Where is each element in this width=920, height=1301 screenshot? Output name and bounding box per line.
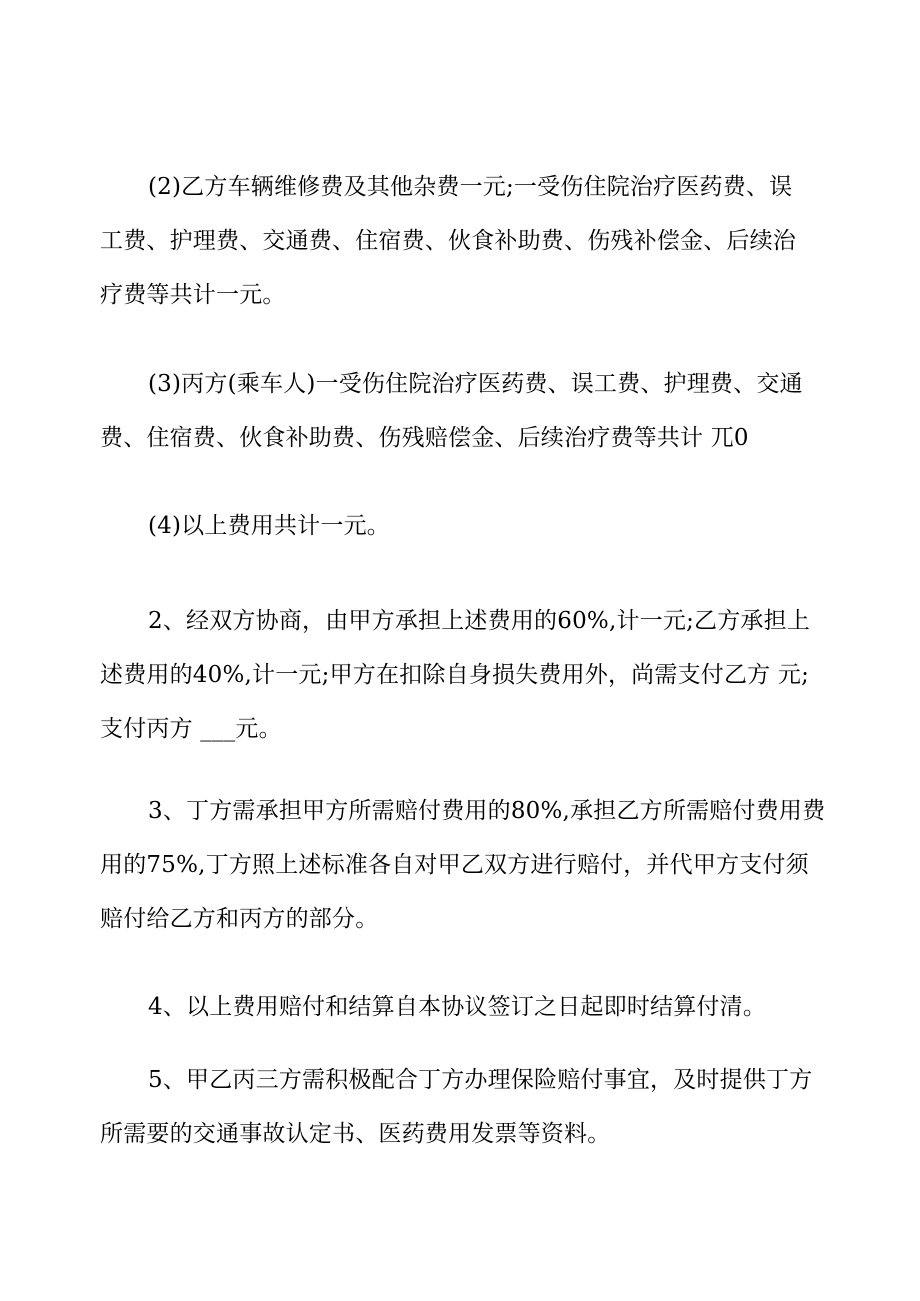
text-line: 4、以上费用赔付和结算自本协议签订之日起即时结算付清。 (148, 994, 767, 1020)
text-line: 3、丁方需承担甲方所需赔付费用的80%,承担乙方所需赔付费用费 (148, 798, 826, 824)
text-line: 用的75%,丁方照上述标准各自对甲乙双方进行赔付，并代甲方支付须 (100, 852, 809, 878)
text-line: 工费、护理费、交通费、住宿费、伙食补助费、伤残补偿金、后续治 (100, 228, 796, 254)
paragraph-item-4-total (100, 499, 815, 553)
text-line: 赔付给乙方和丙方的部分。 (100, 906, 379, 932)
text-line: 所需要的交通事故认定书、医药费用发票等资料。 (100, 1121, 611, 1147)
text-line: 疗费等共计一元。 (100, 282, 286, 308)
text-line: 支付丙方 ___元。 (100, 716, 282, 742)
paragraph-clause-2-cost-sharing (100, 594, 815, 756)
text-line: 述费用的40%,计一元;甲方在扣除自身损失费用外，尚需支付乙方 元; (100, 662, 810, 688)
paragraph-clause-4-settlement (100, 980, 815, 1034)
paragraph-clause-3-insurer (100, 784, 826, 946)
paragraph-item-2-vehicle-repair (100, 160, 815, 322)
paragraph-clause-5-cooperation (100, 1053, 815, 1161)
text-line: (4)以上费用共计一元。 (148, 513, 390, 539)
text-line: 5、甲乙丙三方需积极配合丁方办理保险赔付事宜，及时提供丁方 (148, 1067, 813, 1093)
paragraph-item-3-passenger (100, 357, 815, 465)
text-line: 2、经双方协商，由甲方承担上述费用的60%,计一元;乙方承担上 (148, 608, 811, 634)
text-line: 费、住宿费、伙食补助费、伤残赔偿金、后续治疗费等共计 兀0 (100, 425, 749, 451)
text-line: (3)丙方(乘车人)一受伤住院治疗医药费、误工费、护理费、交通 (148, 371, 803, 397)
text-line: (2)乙方车辆维修费及其他杂费一元;一受伤住院治疗医药费、误 (148, 174, 793, 200)
